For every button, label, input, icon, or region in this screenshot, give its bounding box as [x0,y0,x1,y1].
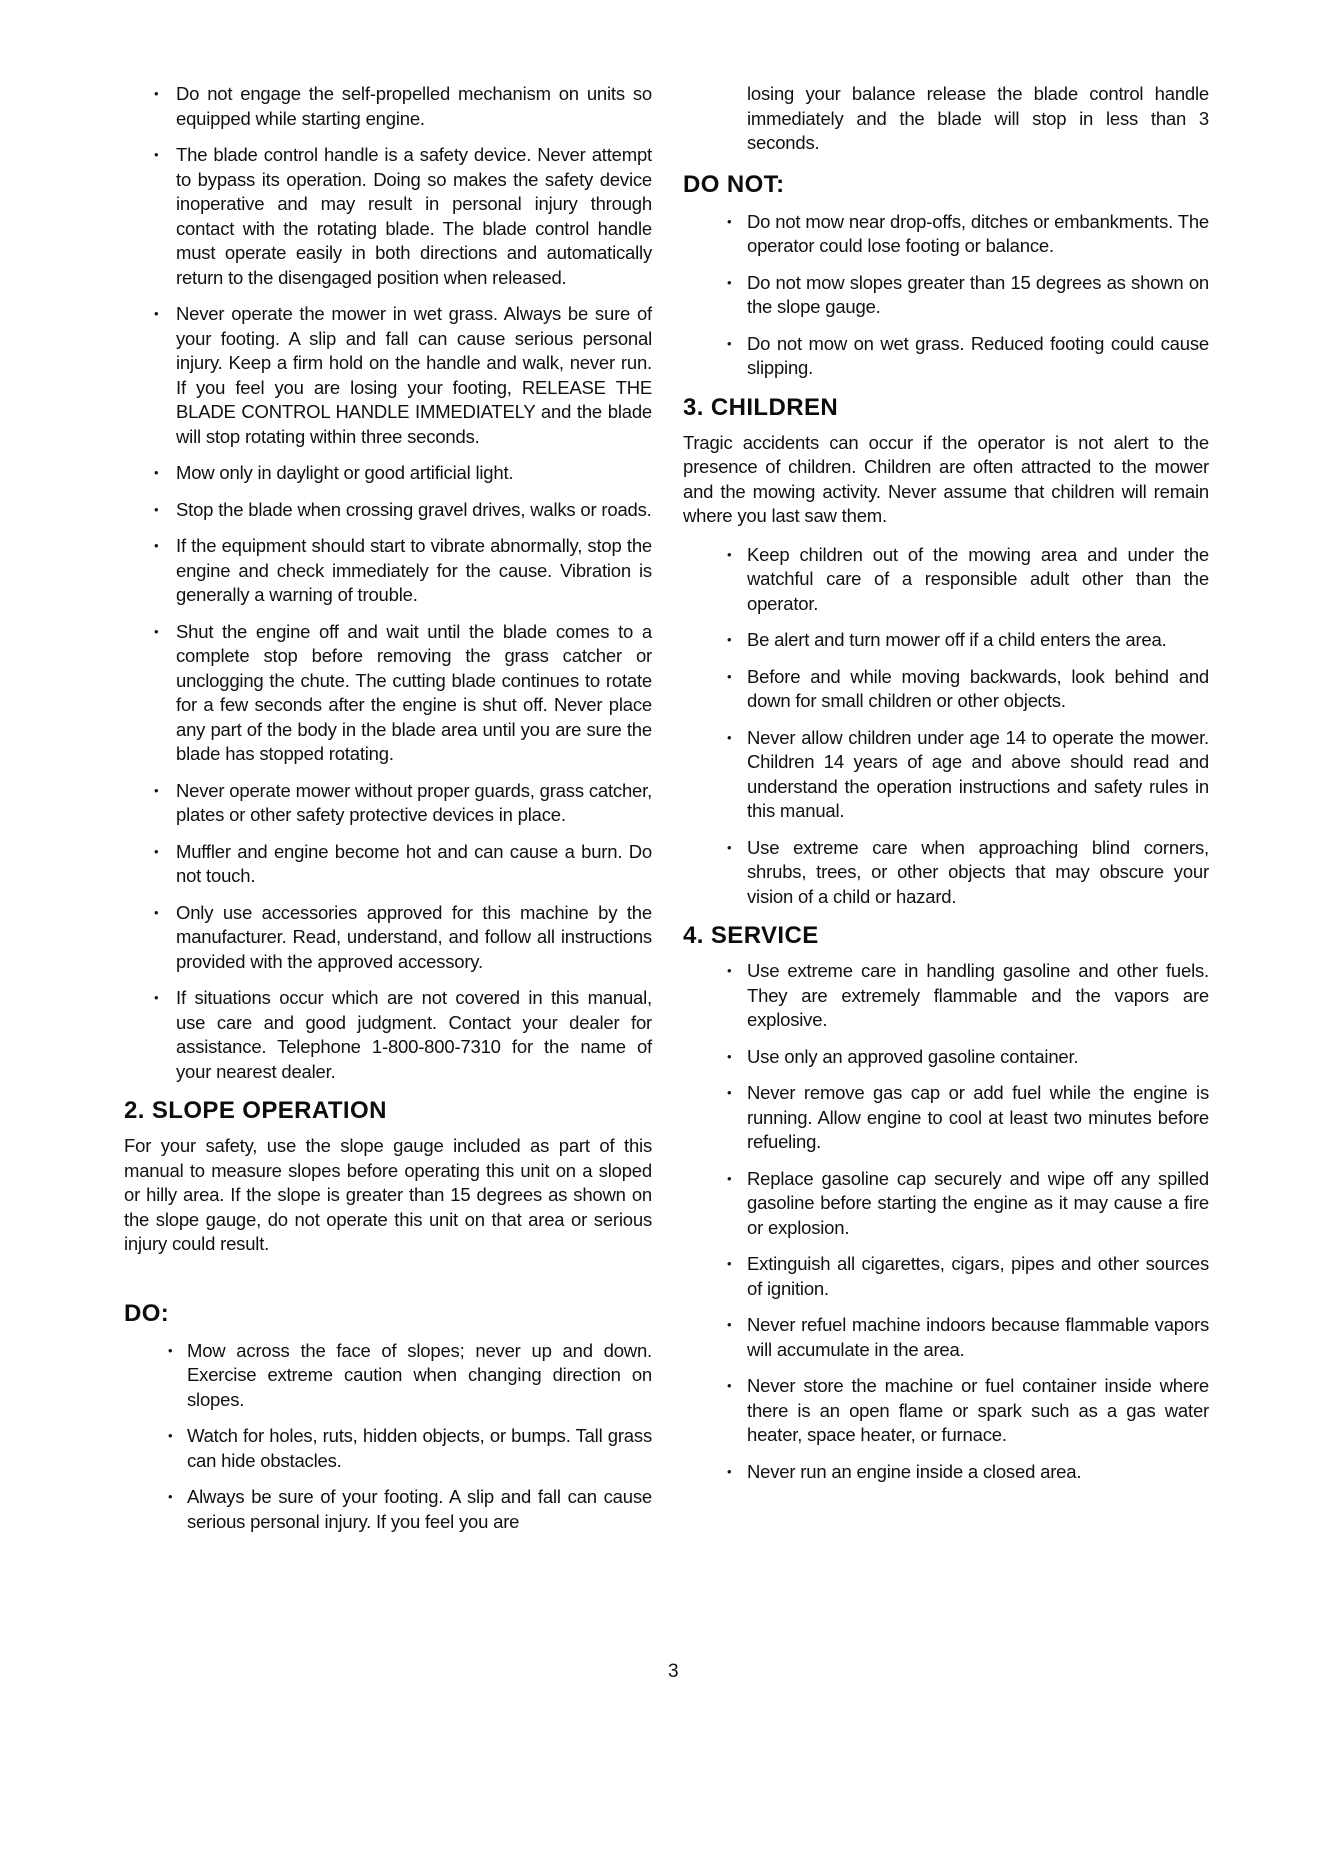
list-item: • If the equipment should start to vibrate abnormally, stop the engine and check immediately for the cause. Vibration is generally a warning of trouble. [154,535,652,605]
list-item: • Watch for holes, ruts, hidden objects, or bumps. Tall grass can hide obstacles. [168,1425,652,1471]
bullet-icon: • [727,274,732,290]
continuation-paragraph: losing your balance release the blade control handle immediately and the blade will stop in less than 3 seconds. [747,83,1209,153]
service-heading: 4. SERVICE [683,922,819,949]
list-item: • Extinguish all cigarettes, cigars, pipes and other sources of ignition. [727,1253,1209,1299]
list-item: • Mow only in daylight or good artificial light. [124,461,652,486]
list-item: • The blade control handle is a safety device. Never attempt to bypass its operation. Doing so makes the safety device inoperative and may result in personal injury through contact with the rotating blade. The blade control handle must operate easily in both directions and automatically return to the disengaged position when released. [154,144,652,288]
bullet-icon: • [727,729,732,745]
bullet-icon: • [168,1489,173,1504]
bullet-icon: • [727,668,732,684]
bullet-icon: • [154,904,159,920]
list-item: • Never operate mower without proper guards, grass catcher, plates or other safety protective devices in place. [154,779,653,825]
list-item: • Never refuel machine indoors because flammable vapors will accumulate in the area. [727,1314,1209,1360]
list-item: • Mow across the face of slopes; never up and down. Exercise extreme caution when changing direction on slopes. [168,1339,652,1410]
bullet-icon: • [727,1378,732,1393]
do-list [124,1339,652,1535]
list-item: • Before and while moving backwards, look behind and down for small children or other objects. [727,665,1209,711]
list-item: • Be alert and turn mower off if a child enters the area. [683,628,1209,653]
list-item: • Never operate the mower in wet grass. Always be sure of your footing. A slip and fall can cause serious personal injury. Keep a firm hold on the handle and walk, never run. If you feel you are losing your footing, RELEASE THE BLADE CONTROL HANDLE IMMEDIATELY and the blade will stop rotating within three seconds. [154,303,652,447]
bullet-icon: • [727,1256,732,1271]
bullet-icon: • [727,632,732,647]
spacer [124,1271,652,1299]
general-safety-list [124,82,652,1084]
list-item: • Never run an engine inside a closed area. [683,1460,1209,1485]
bullet-icon: • [727,546,732,562]
right-column [683,82,1209,1496]
list-item: • Keep children out of the mowing area and under the watchful care of a responsible adult other than the operator. [727,543,1209,614]
list-item: • Always be sure of your footing. A slip and fall can cause serious personal injury. If you feel you are [168,1486,652,1532]
do-heading: DO: [124,1299,170,1327]
bullet-icon: • [154,843,159,859]
list-item: • Use only an approved gasoline container. [683,1045,1209,1070]
service-list [683,959,1209,1484]
bullet-icon: • [154,306,159,321]
list-item: • Replace gasoline cap securely and wipe off any spilled gasoline before starting the engine as it may cause a fire or explosion. [727,1167,1209,1238]
bullet-icon: • [154,990,159,1005]
list-item: • Never allow children under age 14 to operate the mower. Children 14 years of age and above should read and understand the operation instructions and safety rules in this manual. [727,726,1209,821]
slope-intro-paragraph: For your safety, use the slope gauge included as part of this manual to measure slopes before operating this unit on a sloped or hilly area. If the slope is greater than 15 degrees as shown on the slope gauge, do not operate this unit on that area or serious injury could result. [124,1135,652,1254]
bullet-icon: • [168,1342,173,1358]
list-item: • Muffler and engine become hot and can cause a burn. Do not touch. [154,840,652,886]
do-not-heading: DO NOT: [683,170,785,198]
bullet-icon: • [168,1428,173,1443]
bullet-icon: • [727,213,732,229]
list-item: • Do not mow on wet grass. Reduced footing could cause slipping. [727,332,1209,378]
left-column [124,82,652,1546]
bullet-icon: • [727,1085,732,1100]
bullet-icon: • [154,501,159,517]
bullet-icon: • [727,1048,732,1064]
bullet-icon: • [727,335,732,351]
list-item: • Shut the engine off and wait until the blade comes to a complete stop before removing the grass catcher or unclogging the chute. The cutting blade continues to rotate for a few seconds after the engine is shut off. Never place any part of the body in the blade area until you are sure the blade has stopped rotating. [154,620,652,764]
bullet-icon: • [154,782,159,798]
list-item: • Only use accessories approved for this machine by the manufacturer. Read, understand, and follow all instructions provided with the approved accessory. [154,901,652,972]
do-not-list [683,210,1209,381]
list-item: • Stop the blade when crossing gravel drives, walks or roads. [124,498,652,523]
children-list [683,543,1209,910]
bullet-icon: • [727,1463,732,1479]
bullet-icon: • [154,147,159,162]
list-item: • If situations occur which are not covered in this manual, use care and good judgment. Contact your dealer for assistance. Telephone 1-800-800-7310 for the name of your nearest dealer. [154,987,652,1082]
list-item: • Use extreme care when approaching blind corners, shrubs, trees, or other objects that may obscure your vision of a child or hazard. [727,836,1209,907]
bullet-icon: • [154,465,159,480]
bullet-icon: • [154,86,159,101]
list-item: • Do not mow slopes greater than 15 degrees as shown on the slope gauge. [727,271,1209,317]
list-item: • Use extreme care in handling gasoline and other fuels. They are extremely flammable and the vapors are explosive. [727,960,1209,1030]
list-item: • Never store the machine or fuel container inside where there is an open flame or spark such as a gas water heater, space heater, or furnace. [727,1375,1209,1445]
children-heading: 3. CHILDREN [683,393,839,421]
list-item: • Do not engage the self-propelled mechanism on units so equipped while starting engine. [154,83,652,129]
list-item: • Never remove gas cap or add fuel while the engine is running. Allow engine to cool at least two minutes before refueling. [727,1082,1209,1152]
bullet-icon: • [727,1317,732,1332]
bullet-icon: • [727,963,732,978]
bullet-icon: • [154,623,159,639]
children-intro-paragraph: Tragic accidents can occur if the operator is not alert to the presence of children. Children are often attracted to the mower and the mowing activity. Never assume that children will remain where you last saw them. [683,431,1209,526]
list-item: • Do not mow near drop-offs, ditches or embankments. The operator could lose footing or balance. [727,210,1209,256]
bullet-icon: • [727,1170,732,1186]
bullet-icon: • [727,839,732,855]
bullet-icon: • [154,538,159,553]
page-number: 3 [668,1661,679,1682]
slope-operation-heading: 2. SLOPE OPERATION [124,1097,387,1124]
